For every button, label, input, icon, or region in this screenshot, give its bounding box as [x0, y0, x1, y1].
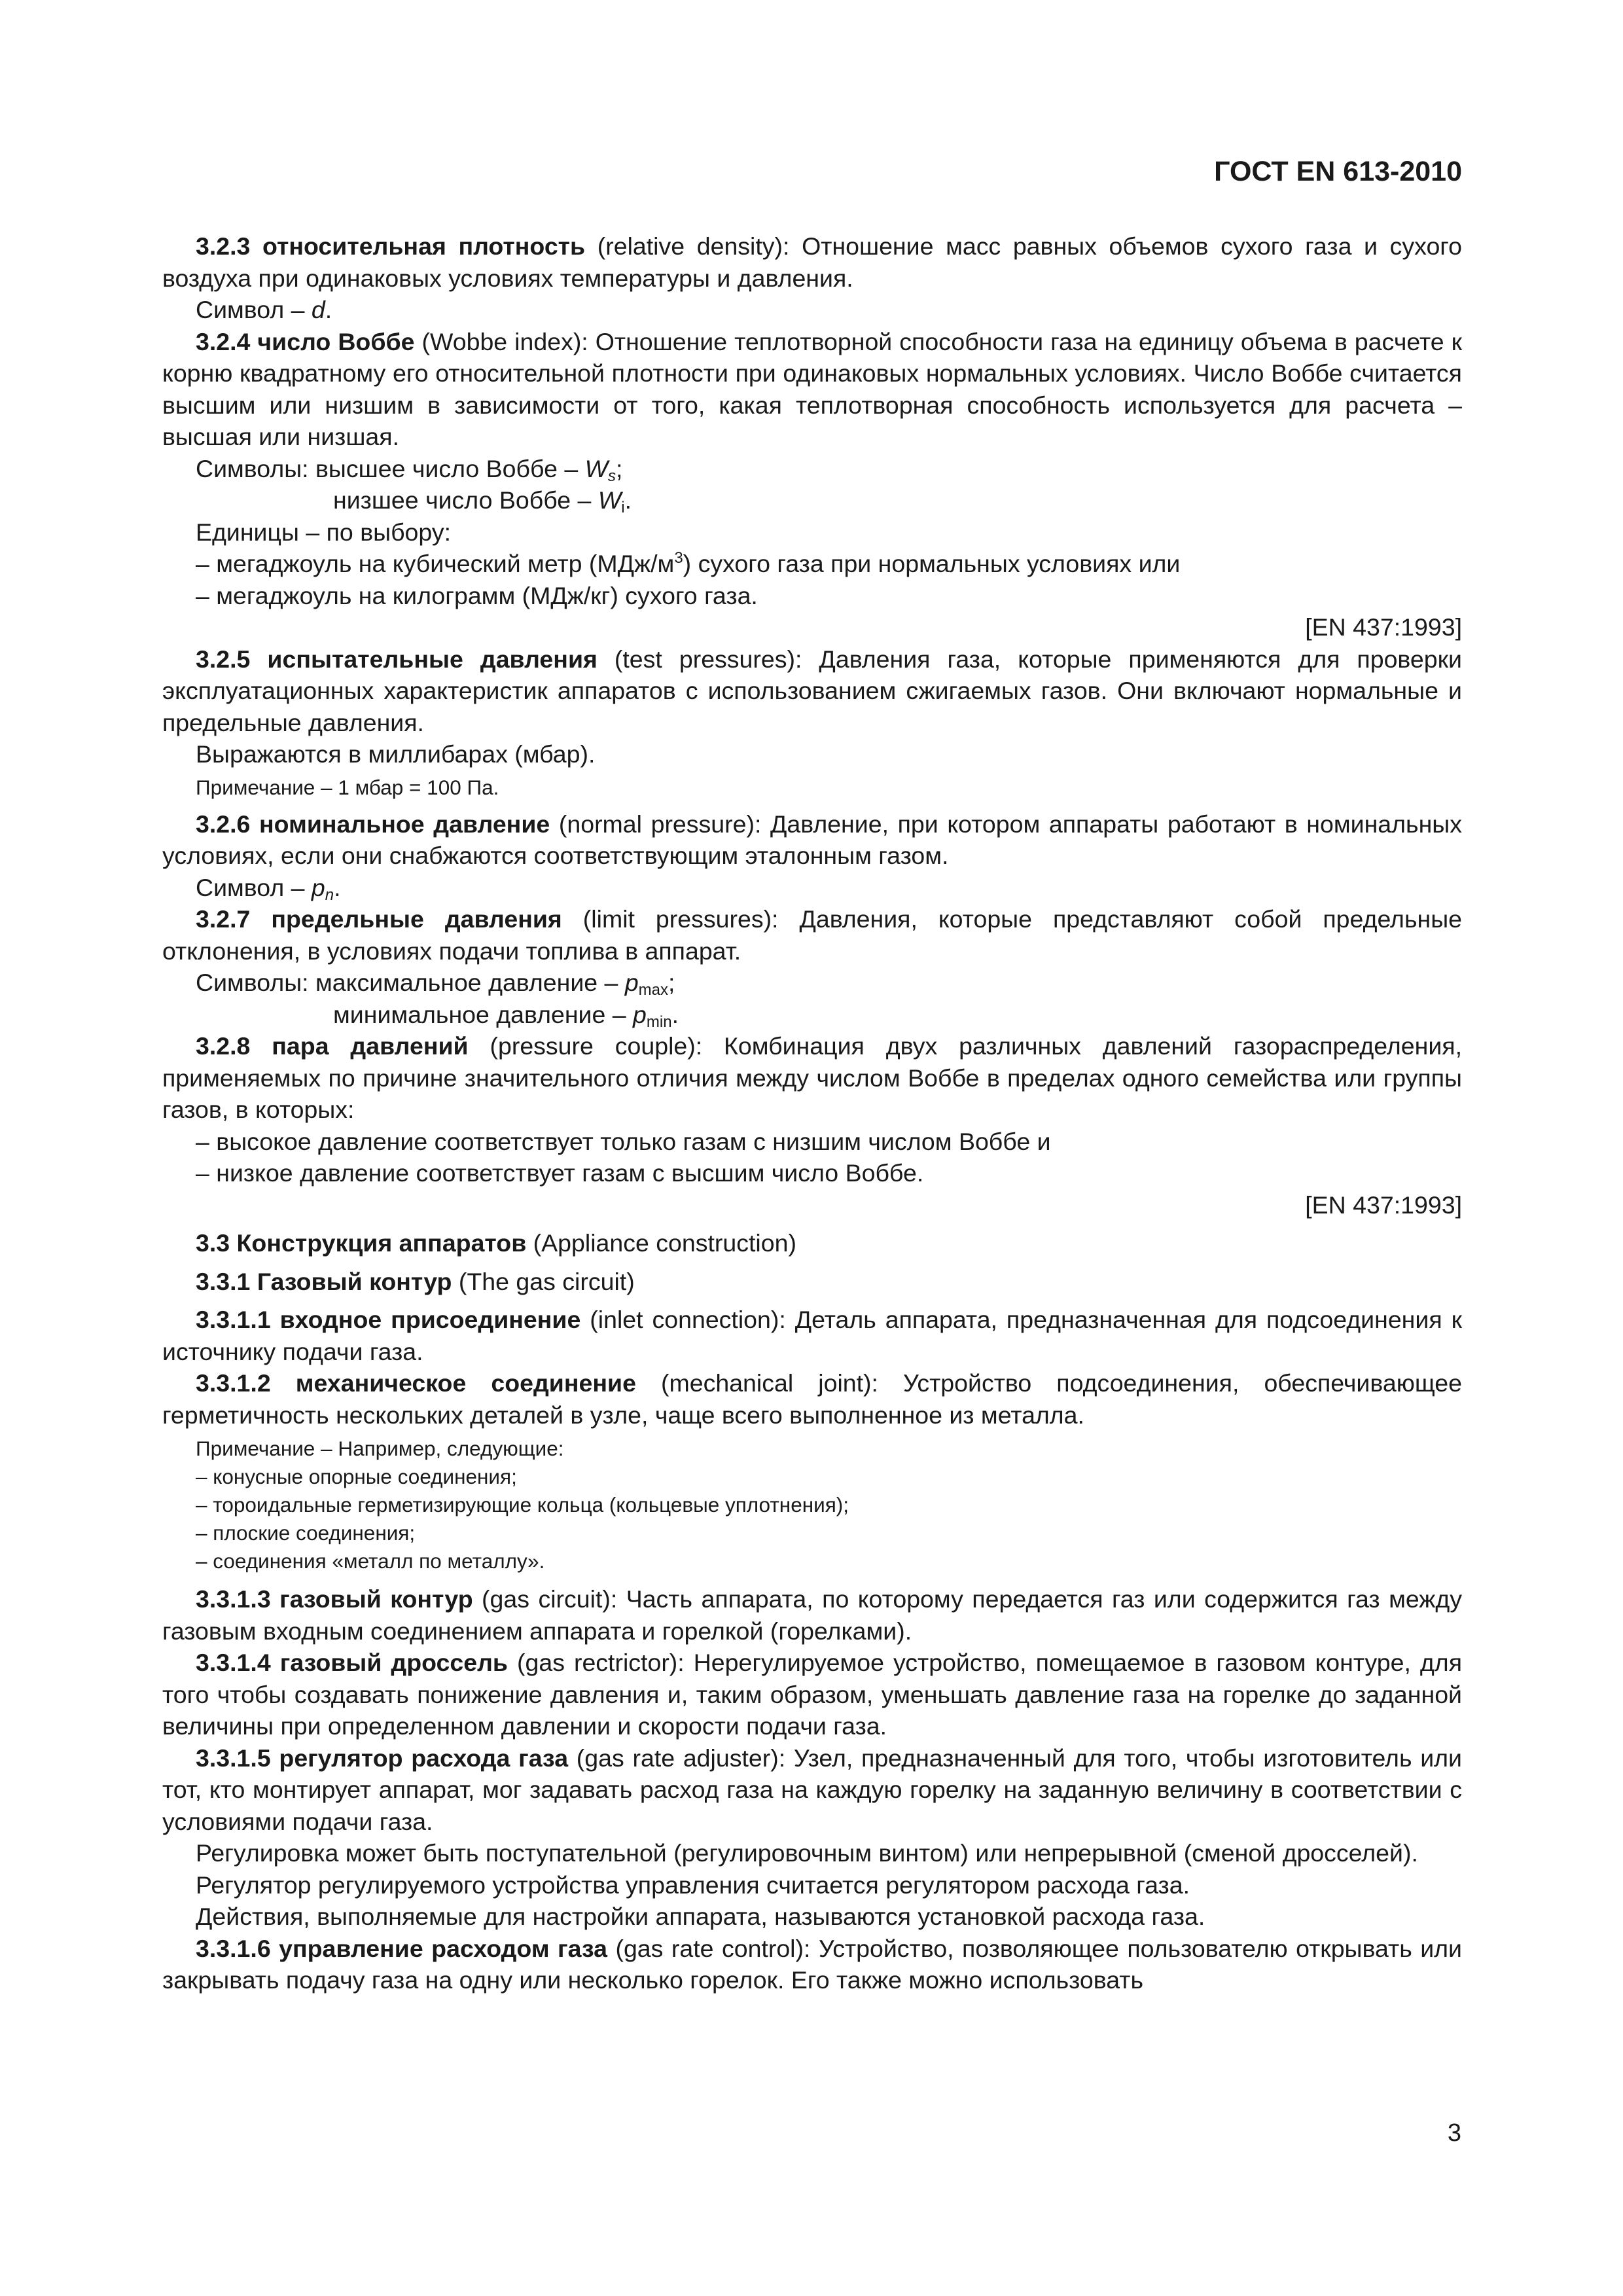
symbols-line-2: минимальное давление – $p_{min}$.	[333, 1000, 679, 1031]
symbol-line: Символ – $p_n$.	[196, 873, 341, 904]
term-heading: 3.3.1.4 газовый дроссель	[196, 1649, 508, 1676]
document-body	[162, 230, 1462, 1996]
symbols-line-2: низшее число Воббе – $W_i$.	[333, 486, 632, 516]
term-heading: 3.2.8 пара давлений	[196, 1032, 469, 1060]
note-item: – конусные опорные соединения;	[196, 1465, 517, 1488]
term-definition: (gas rate control): Устройство, позволяющее пользователю открывать или закрывать подачу газа на одну или несколько горелок. Его также можно использовать	[162, 1934, 1462, 1994]
term-heading: 3.3.1.6 управление расходом газа	[196, 1934, 607, 1962]
unit-item: – мегаджоуль на килограмм (МДж/кг) сухого газа.	[196, 581, 758, 609]
section-3-3-1-4	[162, 1647, 1462, 1742]
term-definition: (gas rate adjuster): Узел, предназначенный для того, чтобы изготовитель или тот, кто монтирует аппарат, мог задавать расход газа на каждую горелку на заданную величину в соответствии с условиями подачи газа.	[162, 1744, 1462, 1835]
section-3-2-8	[162, 1030, 1462, 1126]
section-3-3-1-3	[162, 1583, 1462, 1647]
term-definition: (pressure couple): Комбинация двух различных давлений газораспределения, применяемых по причине значительного отличия между числом Воббе в пределах одного семейства или группы газов, в которых:	[162, 1032, 1463, 1123]
term-heading: 3.2.5 испытательные давления	[196, 645, 597, 673]
term-definition: (gas rectrictor): Нерегулируемое устройство, помещаемое в газовом контуре, для того чтобы создавать понижение давления и, таким образом, уменьшать давление газа на горелке до заданной величины при определенном давлении и скорости подачи газа.	[162, 1649, 1462, 1740]
list-item: – высокое давление соответствует только газам с низшим числом Воббе и	[196, 1127, 1051, 1155]
section-heading: 3.3 Конструкция аппаратов	[196, 1229, 527, 1257]
section-3-2-6	[162, 808, 1462, 872]
symbols-line: Символы: высшее число Воббе – $W_s$;	[196, 454, 623, 485]
term-heading: 3.2.3 относительная плотность	[196, 232, 586, 260]
section-3-2-3	[162, 230, 1462, 294]
page-number: 3	[1447, 2119, 1461, 2147]
section-heading: 3.3.1 Газовый контур	[196, 1267, 452, 1295]
list-item: – низкое давление соответствует газам с высшим число Воббе.	[196, 1159, 924, 1187]
units-label: Единицы – по выбору:	[196, 518, 452, 546]
section-3-3-1-2	[162, 1367, 1462, 1431]
term-heading: 3.3.1.5 регулятор расхода газа	[196, 1744, 569, 1772]
term-heading: 3.2.6 номинальное давление	[196, 810, 550, 838]
paragraph: Регулятор регулируемого устройства управления считается регулятором расхода газа.	[196, 1871, 1190, 1899]
unit-item: – мегаджоуль на кубический метр $(МДж/м^3)$ сухого газа при нормальных условиях или	[196, 549, 1181, 577]
term-heading: 3.2.4 число Воббе	[196, 327, 415, 355]
term-definition: (limit pressures): Давления, которые представляют собой предельные отклонения, в условиях подачи топлива в аппарат.	[162, 905, 1462, 965]
section-3-2-4	[162, 326, 1462, 453]
document-header: ГОСТ EN 613-2010	[1214, 156, 1462, 187]
note-title: Примечание – Например, следующие:	[196, 1437, 564, 1460]
reference: [EN 437:1993]	[1305, 1191, 1462, 1219]
paragraph: Регулировка может быть поступательной (регулировочным винтом) или непрерывной (сменой дросселей).	[196, 1839, 1418, 1867]
section-3-2-7	[162, 903, 1462, 967]
units-line: Выражаются в миллибарах (мбар).	[196, 740, 596, 768]
term-heading: 3.3.1.3 газовый контур	[196, 1585, 473, 1613]
term-definition: (inlet connection): Деталь аппарата, предназначенная для подсоединения к источнику подачи газа.	[162, 1306, 1462, 1365]
section-3-3-1-5	[162, 1742, 1462, 1838]
term-heading: 3.3.1.1 входное присоединение	[196, 1306, 581, 1333]
term-definition: (normal pressure): Давление, при котором аппараты работают в номинальных условиях, если они снабжаются соответствующим эталонным газом.	[162, 810, 1462, 869]
section-3-3: 3.3 Конструкция аппаратов (Appliance construction)	[196, 1229, 796, 1257]
term-heading: 3.2.7 предельные давления	[196, 905, 562, 933]
term-definition: (gas circuit): Часть аппарата, по которому передается газ или содержится газ между газовым входным соединением аппарата и горелкой (горелками).	[162, 1585, 1462, 1645]
note-block	[162, 1435, 1462, 1575]
paragraph: Действия, выполняемые для настройки аппарата, называются установкой расхода газа.	[196, 1903, 1205, 1930]
term-heading: 3.3.1.2 механическое соединение	[196, 1369, 636, 1397]
symbol-line: Символ – d.	[196, 296, 332, 323]
symbols-line: Символы: максимальное давление – $p_{max}$;	[196, 969, 675, 999]
section-3-2-5	[162, 643, 1462, 739]
note-item: – соединения «металл по металлу».	[196, 1549, 545, 1573]
term-definition: (test pressures): Давления газа, которые применяются для проверки эксплуатационных характеристик аппаратов с использованием сжигаемых газов. Они включают нормальные и предельные давления.	[162, 645, 1462, 736]
term-definition: (relative density): Отношение масс равных объемов сухого газа и сухого воздуха при одинаковых условиях температуры и давления.	[162, 232, 1463, 292]
note-item: – тороидальные герметизирующие кольца (кольцевые уплотнения);	[196, 1493, 849, 1516]
term-definition: (Wobbe index): Отношение теплотворной способности газа на единицу объема в расчете к корню квадратному его относительной плотности при одинаковых нормальных условиях. Число Воббе считается высшим или низшим в зависимости от того, какая теплотворная способность используется для расчета – высшая или низшая.	[162, 327, 1462, 450]
note-item: – плоские соединения;	[196, 1521, 416, 1545]
note: Примечание – 1 мбар = 100 Па.	[196, 775, 499, 799]
section-3-3-1-6	[162, 1933, 1462, 1996]
section-3-3-1: 3.3.1 Газовый контур (The gas circuit)	[196, 1267, 635, 1295]
term-definition: (mechanical joint): Устройство подсоединения, обеспечивающее герметичность нескольких деталей в узле, чаще всего выполненное из металла.	[162, 1369, 1462, 1429]
section-3-3-1-1	[162, 1304, 1462, 1367]
reference: [EN 437:1993]	[1305, 613, 1462, 641]
